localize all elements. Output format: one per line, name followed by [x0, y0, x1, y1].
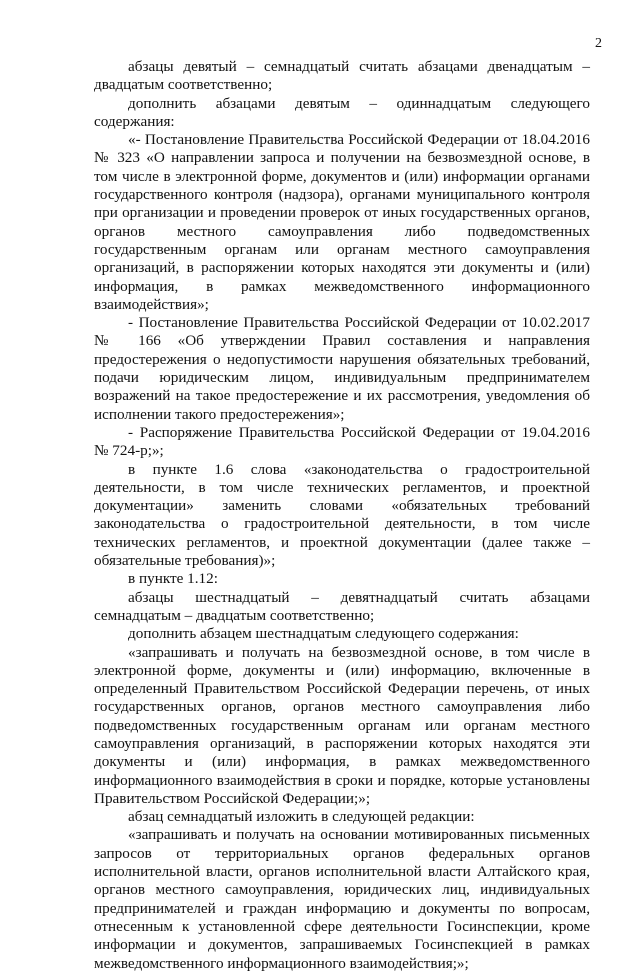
paragraph-seventeenth-new-edition: абзац семнадцатый изложить в следующей редакции:: [128, 808, 475, 826]
paragraph-clause-1-6: в пункте 1.6 слова «законодательства о градостроительной деятельности, в том числе технических регламентов, и проектной документации» заменить словами «обязательных требований законодательства о градостроительной деятельности, в том числе технических регламентов, и проектной документации (далее также – обязательные требования)»;: [94, 460, 590, 570]
paragraph-request-free-basis: «запрашивать и получать на безвозмездной основе, в том числе в электронной форме, документы и (или) информацию, включенные в определенный Правительством Российской Федерации перечень, от иных государственных органов, органов местного самоуправления либо подведомственных государственным органам или органам местного самоуправления организаций, в распоряжении которых находятся эти документы и (или) информация, в рамках межведомственного информационного взаимодействия в сроки и порядке, которые установлены Правительством Российской Федерации;»;: [94, 643, 590, 807]
paragraph-add-ninth-eleventh: дополнить абзацами девятым – одиннадцатым следующего содержания:: [94, 94, 590, 130]
paragraph-request-motivated: «запрашивать и получать на основании мотивированных письменных запросов от территориальных органов федеральных органов исполнительной власти, органов исполнительной власти Алтайского края, органов местного самоуправления, юридических лиц, индивидуальных предпринимателей и граждан информацию и документы по вопросам, отнесенным к установленной сфере деятельности Госинспекции, кроме информации и документов, запрашиваемых Госинспекцией в рамках межведомственного информационного взаимодействия;»;: [94, 826, 590, 972]
paragraph-clause-1-12: в пункте 1.12:: [128, 570, 218, 588]
paragraph-add-sixteenth: дополнить абзацем шестнадцатым следующего содержания:: [128, 625, 519, 643]
paragraph-renumber-ninth-seventeenth: абзацы девятый – семнадцатый считать абзацами двенадцатым – двадцатым соответственно;: [94, 58, 590, 94]
paragraph-resolution-166: - Постановление Правительства Российской Федерации от 10.02.2017 № 166 «Об утверждении Правил составления и направления предостережения о недопустимости нарушения обязательных требований, подачи юридическим лицом, индивидуальным предпринимателем возражений на такое предостережение и их рассмотрения, уведомления об исполнении такого предостережения»;: [94, 314, 590, 423]
paragraph-resolution-323: «- Постановление Правительства Российской Федерации от 18.04.2016 № 323 «О направлении запроса и получении на безвозмездной основе, в том числе в электронной форме, документов и (или) информации органами государственного контроля (надзора), органами муниципального контроля при организации и проведении проверок от иных государственных органов, органов местного самоуправления либо подведомственных государственным органам или органам местного самоуправления организаций, в распоряжении которых находятся эти документы и (или) информация, в рамках межведомственного информационного взаимодействия»;: [94, 131, 590, 313]
page-number: 2: [595, 36, 602, 51]
paragraph-renumber-sixteenth-nineteenth: абзацы шестнадцатый – девятнадцатый считать абзацами семнадцатым – двадцатым соответственно;: [94, 588, 590, 624]
paragraph-order-724: - Распоряжение Правительства Российской Федерации от 19.04.2016 № 724-р;»;: [94, 423, 590, 460]
